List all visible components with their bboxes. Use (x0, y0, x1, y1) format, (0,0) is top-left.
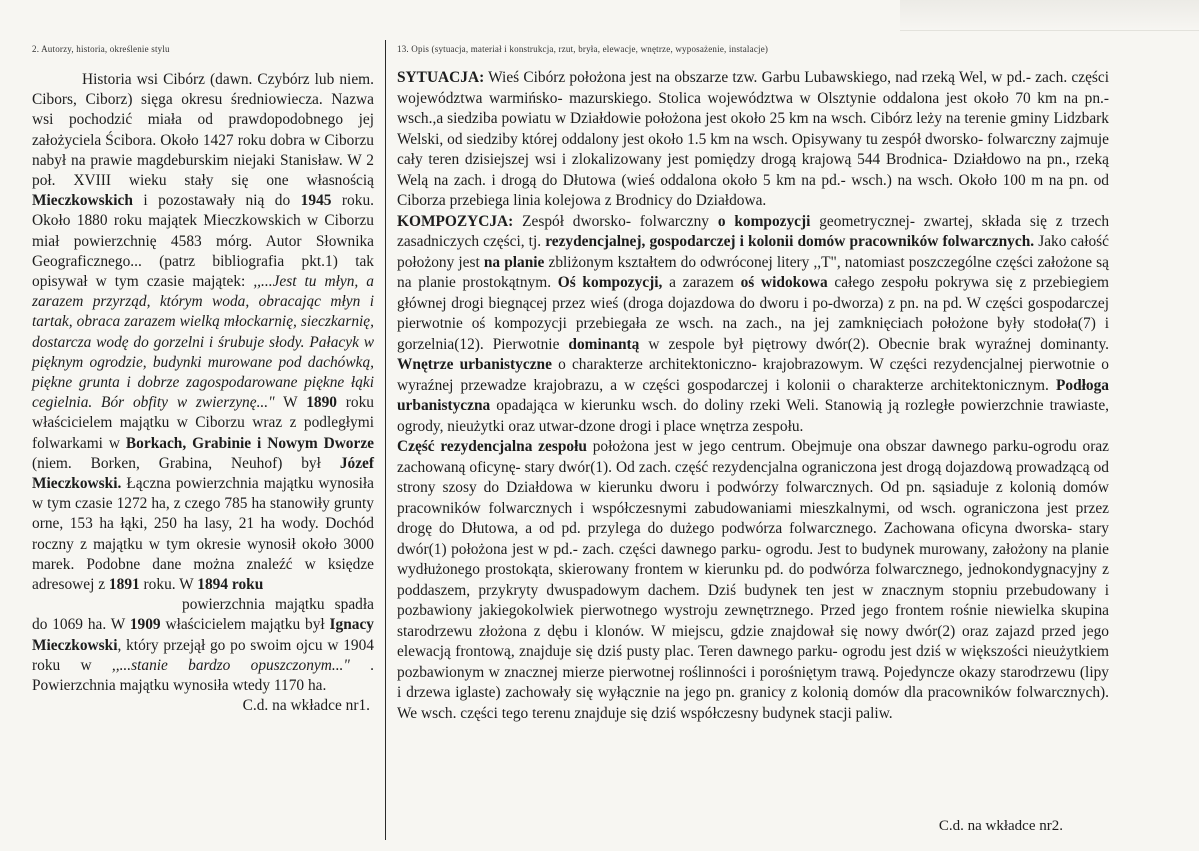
section-text: Zespół dworsko- folwarczny (513, 212, 718, 230)
history-text: roku. Około 1880 roku majątek Mieczkowskich w Ciborzu miał powierzchnię 4583 mórg. Autor Słownika Geograficznego... (patrz bibliografia pkt.1) tak opisywał w tym czasie majątek: (32, 192, 374, 291)
history-text: Historia wsi Cibórz (dawn. Czybórz lub niem. Cibors, Ciborz) sięga okresu średniowiecza. Nazwa wsi pochodzić miała od prawdopodobnego jej założyciela Ścibora. Około 1427 roku dobra w Ciborzu nabył na prawie magdeburskim niejaki Stanisław. W 2 poł. XVIII wieku stały się one własnością (32, 71, 374, 190)
history-column (32, 70, 374, 717)
history-text: Łączna powierzchnia majątku wynosiła w tym czasie 1272 ha, z czego 785 ha stanowiły grunty orne, 153 ha łąki, 250 ha lasy, 21 ha wody. Dochód roczny z majątku w tym okresie wynosił około 3000 marek. Podobne dane można znaleźć w księdze adresowej z (32, 475, 374, 594)
section-text: położona jest w jego centrum. Obejmuje ona obszar dawnego parku-ogrodu oraz zachowaną oficynę- stary dwór(1). Od zach. część rezydencjalna ograniczona jest drogą dojazdową prowadzącą od strony szosy do Działdowa w kierunku dworu i podwórzy folwarcznych. Od pn. sąsiaduje z kolonią domów pracowników folwarcznych i współczesnymi zabudowaniami mieszkalnymi, od wsch. ograniczona jest przez drogę do Dłutowa, a od pd. przylega do dużego podwórza folwarcznego. Zachowana oficyna dworska- stary dwór(1) położona jest w pd.- zach. części dawnego parku- ogrodu. Jest to budynek murowany, założony na planie wydłużonego prostokąta, skierowany frontem w kierunku pd. do podwórza folwarcznego, jednokondygnacyjny z poddaszem, przykryty dwuspadowym dachem. Dziś budynek ten jest w znacznym stopniu przebudowany i pozbawiony jakiegokolwiek pierwotnego wystroju zewnętrznego. Przed jego frontem rośnie niewielka skupina starodrzewu złożona z dębu i klonów. W miejscu, gdzie znajdował się nowy dwór(2) oraz zajazd przed jego elewacją frontową, znajduje się dziś pusty plac. Teren dawnego parku- ogrodu jest dziś w większości nieużytkiem pozbawionym w znacznej mierze pierwotnej roślinności i porośniętym trawą. Pojedyncze okazy starodrzewu (lipy i drzewa iglaste) zachowały się wyłącznie na jego pn. granicy z kolonią domów dla pracowników folwarcznych). We wsch. części tego terenu znajduje się dziś współczesny budynek stacji paliw. (397, 438, 1110, 722)
history-bold: 1891 (108, 576, 140, 594)
history-bold: 1890 (306, 394, 337, 412)
left-continuation (32, 696, 374, 716)
right-column-header: 13. Opis (sytuacja, materiał i konstrukcja, rzut, bryła, elewacje, wnętrze, wyposażenie, instalacje) (397, 44, 769, 54)
section-label: KOMPOZYCJA: (397, 212, 514, 230)
section-bold: Podłoga urbanistyczna (397, 376, 1109, 414)
composition-paragraph (397, 212, 1109, 438)
history-text: roku właścicielem majątku w Ciborzu wraz z podległymi folwarkami w (32, 394, 374, 452)
section-text: geometrycznej- zwartej, składa się z trzech zasadniczych części, tj. (397, 212, 1110, 250)
paper-fold (900, 0, 1199, 31)
description-column (397, 68, 1109, 724)
history-text: . Powierzchnia majątku wynosiła wtedy 1170 ha. (32, 656, 374, 695)
history-text: W (274, 394, 307, 412)
history-text: , który przejął go po swoim ojcu w 1904 roku w (32, 636, 374, 674)
section-text: w zespole był piętrowy dwór(2). Obecnie brak wyraźnej dominanty. (639, 335, 1109, 353)
left-column-header: 2. Autorzy, historia, określenie stylu (32, 44, 170, 54)
section-text: o charakterze architektoniczno- krajobrazowym. W części rezydencjalnej pierwotnie o wyraźnej przewadze krajobrazu, a w części gospodarczej i kolonii o charakterze architektonicznym. (397, 356, 1109, 394)
section-text: a zarazem (662, 274, 741, 291)
section-label: SYTUACJA: (397, 69, 485, 86)
section-text: zbliżonym kształtem do odwróconej litery ,,T", natomiast poszczególne części założone są na planie prostokątnym. (397, 253, 1109, 291)
section-bold: Oś kompozycji, (557, 274, 663, 291)
section-text: całego zespołu pokrywa się z przebiegiem głównej drogi biegnącej przez wieś (droga dojazdowa do dworu i po-dworza) z pn. na pd. W części gospodarczej pierwotnie oś kompozycji przebiegała ze wsch. na zach., na jej zamknięciach położone były stodoła(7) i gorzelnia(12). Pierwotnie (397, 274, 1109, 353)
history-paragraph (32, 70, 374, 696)
history-bold: 1945 (300, 192, 332, 210)
section-label: Część rezydencjalna zespołu (397, 438, 587, 455)
history-text: roku. W (139, 576, 198, 594)
history-quote: ,,...stanie bardzo opuszczonym..." (111, 656, 350, 674)
section-text: opadająca w kierunku wsch. do doliny rzeki Weli. Stanowią ją rozległe powierzchnie trawiaste, ogrody, nieużytki oraz utwar-dzone drogi i place wnętrza zespołu. (397, 397, 1109, 435)
column-divider (385, 40, 386, 840)
history-bold: 1909 (129, 616, 161, 634)
history-bold: Józef Mieczkowski. (32, 454, 374, 493)
continuation-note: C.d. na wkładce nr1. (242, 697, 370, 715)
right-continuation: C.d. na wkładce nr2. (938, 818, 1063, 834)
history-bold: Mieczkowskich (32, 192, 133, 210)
history-quote: ,,...Jest tu młyn, a zarazem przyrząd, którym woda, obracając młyn i tartak, obraca zarazem wielką młockarnię, sieczkarnię, dostarcza wodę do gorzelni i śrubuje słody. Pałacyk w pięknym ogrodzie, budynki murowane pod dachówką, piękne grunta i dobrze zagospodarowane piękne łąki cegielnia. Bór obfity w zwierzynę..." (32, 273, 374, 412)
section-bold: dominantą (568, 335, 640, 353)
history-bold: Borkach, Grabinie i Nowym Dworze (125, 434, 374, 452)
section-bold: na planie (483, 253, 545, 271)
section-bold: rezydencjalnej, gospodarczej i kolonii domów pracowników folwarcznych. (545, 233, 1035, 250)
history-bold: 1894 roku (197, 576, 264, 594)
history-text: właścicielem majątku był (160, 616, 330, 634)
section-text: Jako całość położony jest (397, 233, 1109, 271)
history-text: powierzchnia majątku spadła do 1069 ha. W (32, 596, 374, 634)
history-text: (niem. Borken, Grabina, Neuhof) był (32, 454, 340, 472)
section-bold: o kompozycji (717, 212, 811, 230)
section-text: Wieś Cibórz położona jest na obszarze tzw. Garbu Lubawskiego, nad rzeką Wel, w pd.- zach. części województwa warmińsko- mazurskiego. Stolica województwa w Olsztynie oddalona jest około 70 km na pn.- wsch.,a siedziba powiatu w Działdowie położona jest około 25 km na wsch. Cibórz leży na terenie gminy Lidzbark Welski, od siedziby której oddalony jest około 1.5 km na wsch. Opisywany tu zespół dworsko- folwarczny zajmuje cały teren dzisiejszej wsi i zlokalizowany jest pomiędzy drogą krajową 544 Brodnica- Działdowo na pn., rzeką Welą na zach. i drogą do Dłutowa (wieś oddalona około 5 km na pd.- wsch.) na wsch. Około 100 m na pn. od Ciborza przebiega linia kolejowa z Brodnicy do Działdowa. (397, 69, 1109, 209)
section-bold: Wnętrze urbanistyczne (397, 356, 552, 373)
history-text: i pozostawały nią do (132, 192, 301, 210)
residential-paragraph (397, 437, 1109, 724)
situation-paragraph (397, 68, 1109, 212)
section-bold: oś widokowa (740, 274, 828, 291)
history-bold: Ignacy Mieczkowski (32, 616, 374, 654)
